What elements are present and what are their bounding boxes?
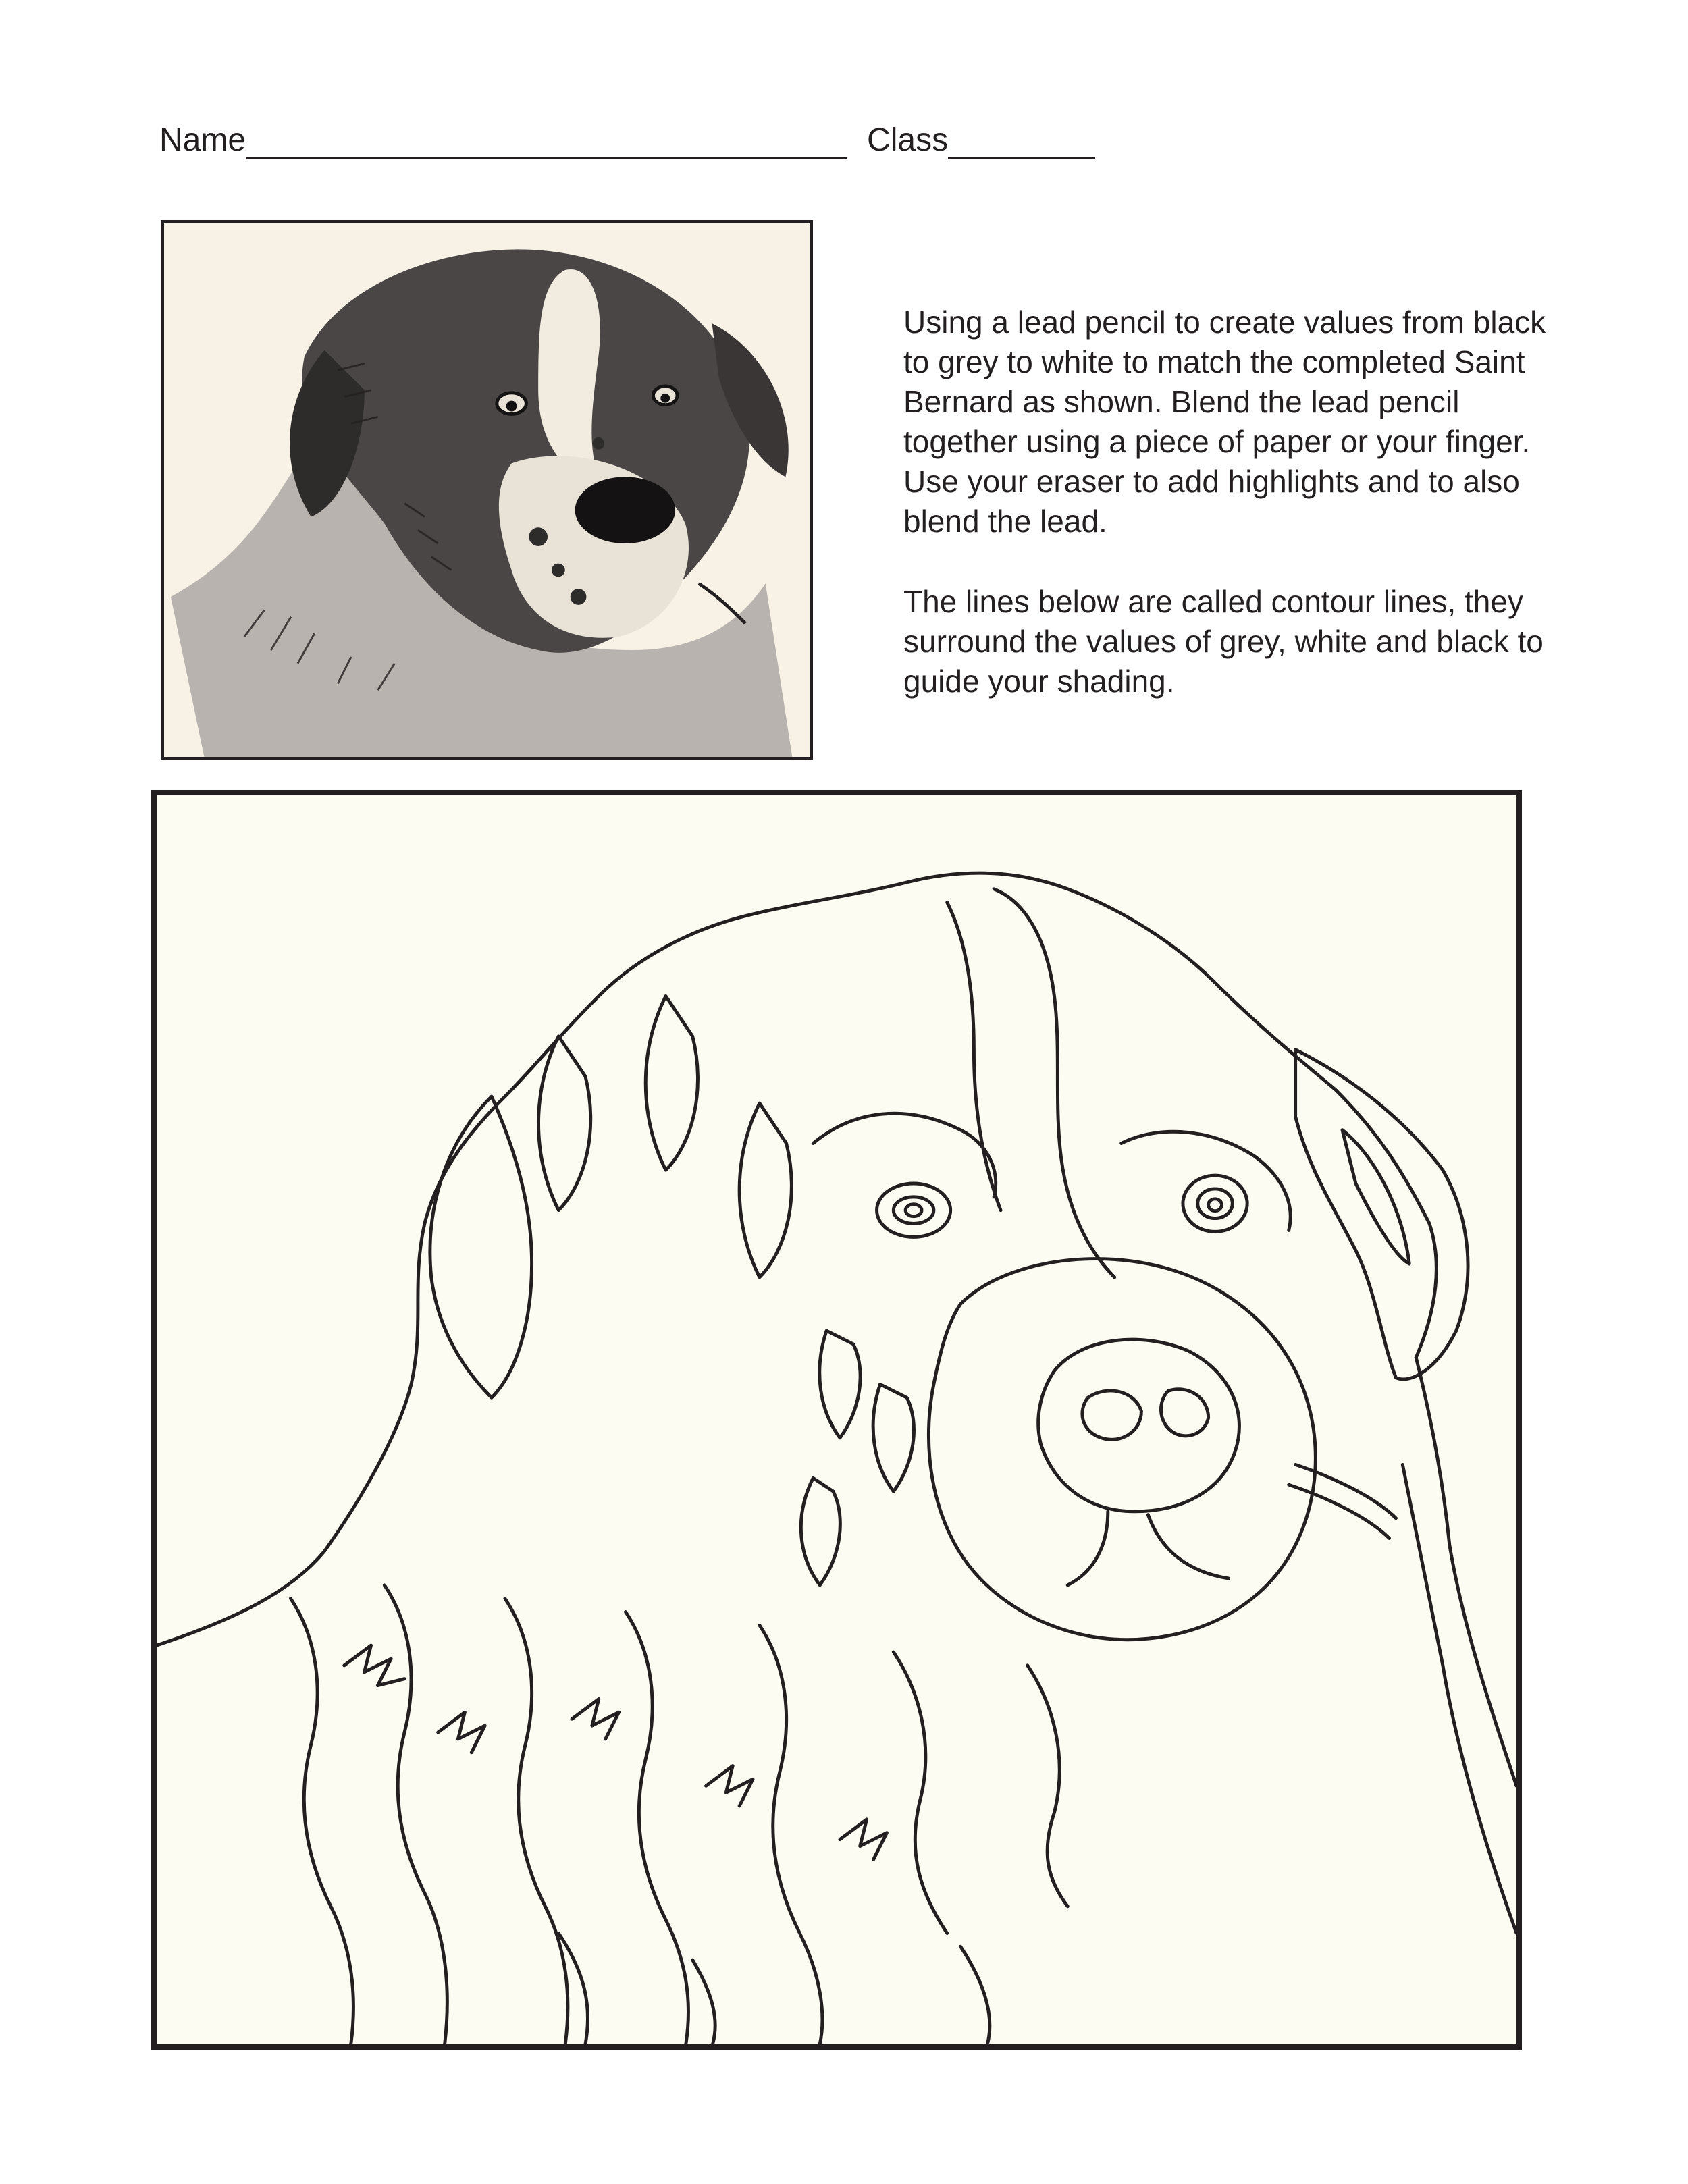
header-line	[159, 113, 1172, 167]
class-label: Class	[867, 122, 949, 158]
instructions-paragraph-2: The lines below are called contour lines, they surround the values of grey, white and black to guide your shading.	[903, 584, 1544, 699]
instructions-text	[903, 302, 1565, 742]
name-label: Name	[159, 122, 246, 158]
saint-bernard-contour-lines	[157, 795, 1516, 2044]
reference-shaded-drawing	[161, 220, 813, 760]
name-blank[interactable]	[246, 113, 847, 159]
class-blank[interactable]	[948, 113, 1095, 159]
instructions-paragraph-1: Using a lead pencil to create values from black to grey to white to match the completed Saint Bernard as shown. Blend the lead pencil together using a piece of paper or your finger. Use your eraser to add highlights and to also blend the lead.	[903, 304, 1546, 539]
saint-bernard-shaded-illustration	[164, 223, 810, 757]
contour-outline-drawing	[151, 790, 1522, 2050]
